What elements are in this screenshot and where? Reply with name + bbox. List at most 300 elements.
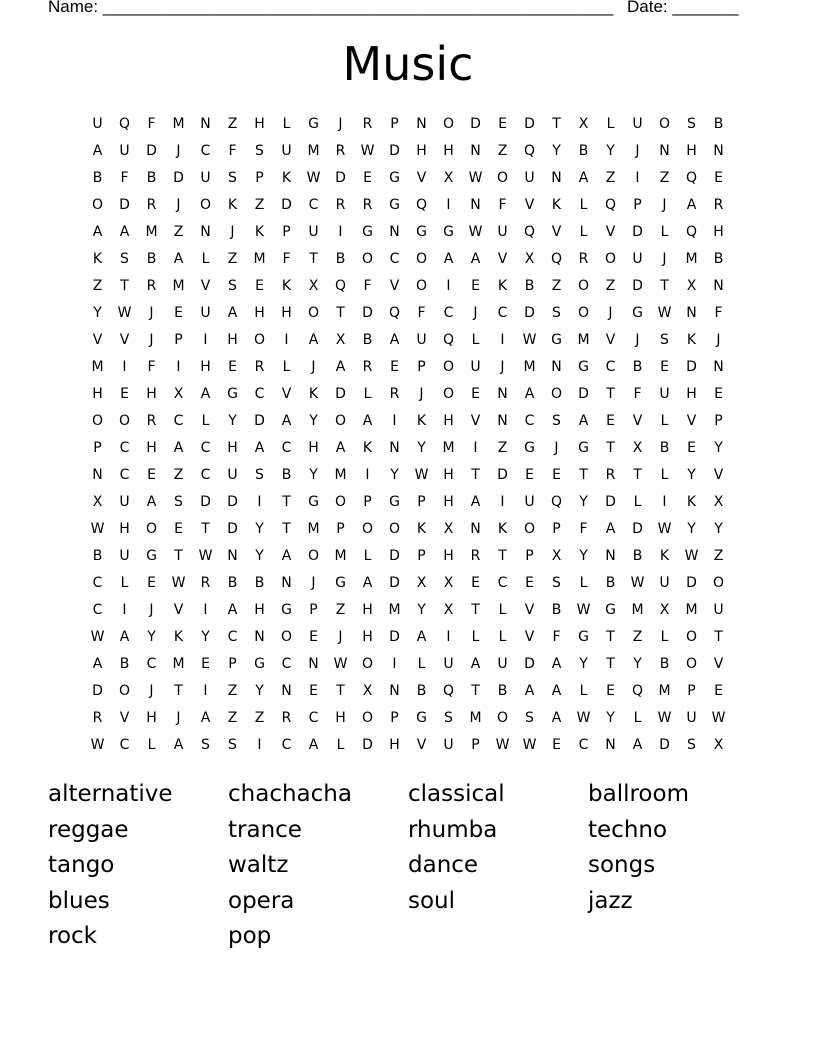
grid-letter: S bbox=[525, 710, 534, 726]
grid-letter: V bbox=[713, 467, 724, 483]
grid-letter: U bbox=[497, 656, 508, 672]
grid-letter: M bbox=[253, 251, 266, 267]
grid-letter: I bbox=[203, 332, 208, 348]
grid-letter: T bbox=[309, 251, 318, 267]
date-field-label: Date: _______ bbox=[627, 0, 739, 16]
grid-letter: H bbox=[443, 494, 454, 510]
grid-letter: B bbox=[524, 278, 535, 294]
grid-letter: C bbox=[146, 656, 157, 672]
grid-letter: K bbox=[497, 278, 508, 294]
grid-letter: L bbox=[471, 629, 480, 645]
grid-letter: Z bbox=[227, 251, 238, 267]
grid-letter: R bbox=[200, 575, 211, 591]
grid-letter: H bbox=[686, 386, 697, 402]
grid-letter: N bbox=[200, 224, 211, 240]
grid-letter: V bbox=[470, 413, 481, 429]
grid-letter: P bbox=[417, 494, 426, 510]
grid-letter: H bbox=[254, 602, 265, 618]
grid-row bbox=[84, 327, 732, 354]
grid-letter: B bbox=[605, 575, 616, 591]
grid-letter: X bbox=[443, 575, 454, 591]
grid-letter: Z bbox=[605, 278, 616, 294]
grid-letter: E bbox=[525, 575, 534, 591]
grid-letter: Z bbox=[254, 197, 265, 213]
grid-letter: I bbox=[122, 359, 127, 375]
grid-letter: A bbox=[551, 710, 562, 726]
grid-letter: Q bbox=[550, 251, 563, 267]
grid-letter: L bbox=[147, 737, 156, 753]
word-bank-item: pop bbox=[228, 923, 272, 950]
grid-letter: O bbox=[442, 116, 455, 132]
grid-letter: N bbox=[605, 548, 616, 564]
grid-letter: P bbox=[633, 197, 642, 213]
grid-letter: L bbox=[660, 224, 669, 240]
word-search-grid bbox=[84, 111, 732, 759]
grid-row bbox=[84, 435, 732, 462]
grid-letter: T bbox=[606, 656, 615, 672]
grid-letter: M bbox=[307, 143, 320, 159]
grid-letter: P bbox=[255, 170, 264, 186]
grid-letter: D bbox=[335, 170, 346, 186]
grid-row bbox=[84, 462, 732, 489]
grid-letter: L bbox=[282, 116, 291, 132]
word-bank-item: songs bbox=[588, 852, 656, 879]
grid-letter: O bbox=[685, 656, 698, 672]
grid-letter: H bbox=[146, 440, 157, 456]
grid-letter: K bbox=[551, 197, 562, 213]
grid-letter: A bbox=[362, 413, 373, 429]
grid-letter: I bbox=[203, 602, 208, 618]
grid-letter: G bbox=[389, 197, 400, 213]
grid-letter: V bbox=[605, 332, 616, 348]
grid-letter: S bbox=[228, 170, 237, 186]
grid-letter: B bbox=[146, 170, 157, 186]
grid-letter: X bbox=[524, 251, 535, 267]
grid-letter: Q bbox=[334, 278, 347, 294]
grid-letter: H bbox=[146, 386, 157, 402]
grid-letter: L bbox=[579, 197, 588, 213]
grid-row bbox=[84, 678, 732, 705]
grid-letter: A bbox=[200, 386, 211, 402]
grid-letter: U bbox=[686, 710, 697, 726]
grid-letter: P bbox=[309, 602, 318, 618]
grid-letter: H bbox=[416, 143, 427, 159]
grid-letter: D bbox=[227, 494, 238, 510]
grid-row bbox=[84, 408, 732, 435]
grid-letter: Y bbox=[606, 710, 615, 726]
grid-letter: Y bbox=[390, 467, 399, 483]
grid-letter: W bbox=[468, 170, 483, 186]
grid-letter: A bbox=[308, 737, 319, 753]
grid-letter: Q bbox=[685, 170, 698, 186]
grid-letter: H bbox=[92, 386, 103, 402]
grid-letter: N bbox=[551, 359, 562, 375]
grid-letter: Z bbox=[227, 710, 238, 726]
grid-letter: D bbox=[389, 575, 400, 591]
grid-letter: C bbox=[200, 440, 211, 456]
grid-letter: A bbox=[551, 683, 562, 699]
grid-letter: I bbox=[365, 467, 370, 483]
grid-letter: Y bbox=[417, 440, 426, 456]
grid-letter: N bbox=[200, 116, 211, 132]
grid-letter: L bbox=[498, 629, 507, 645]
grid-letter: A bbox=[227, 305, 238, 321]
grid-letter: G bbox=[308, 116, 319, 132]
grid-letter: P bbox=[417, 548, 426, 564]
grid-letter: X bbox=[551, 548, 562, 564]
grid-letter: H bbox=[281, 305, 292, 321]
grid-letter: N bbox=[281, 683, 292, 699]
grid-letter: B bbox=[254, 575, 265, 591]
grid-letter: Y bbox=[228, 413, 237, 429]
grid-letter: L bbox=[660, 629, 669, 645]
grid-row bbox=[84, 165, 732, 192]
grid-letter: G bbox=[362, 224, 373, 240]
grid-letter: D bbox=[524, 656, 535, 672]
grid-letter: U bbox=[632, 116, 643, 132]
grid-letter: B bbox=[362, 332, 373, 348]
grid-letter: H bbox=[200, 359, 211, 375]
grid-letter: L bbox=[579, 683, 588, 699]
grid-letter: S bbox=[687, 116, 696, 132]
grid-letter: Q bbox=[388, 305, 401, 321]
grid-letter: T bbox=[471, 467, 480, 483]
grid-letter: J bbox=[419, 386, 424, 402]
grid-letter: M bbox=[334, 467, 347, 483]
grid-letter: I bbox=[500, 332, 505, 348]
grid-letter: Z bbox=[497, 143, 508, 159]
grid-letter: U bbox=[119, 494, 130, 510]
grid-letter: P bbox=[714, 413, 723, 429]
grid-letter: J bbox=[338, 116, 343, 132]
grid-letter: U bbox=[227, 467, 238, 483]
grid-letter: Q bbox=[685, 224, 698, 240]
grid-letter: U bbox=[443, 737, 454, 753]
grid-letter: G bbox=[551, 332, 562, 348]
grid-letter: B bbox=[335, 251, 346, 267]
grid-letter: A bbox=[335, 440, 346, 456]
grid-letter: K bbox=[227, 197, 238, 213]
grid-letter: P bbox=[525, 548, 534, 564]
grid-letter: R bbox=[389, 386, 400, 402]
grid-letter: A bbox=[119, 224, 130, 240]
word-bank-item: rock bbox=[48, 923, 97, 950]
grid-letter: X bbox=[713, 737, 724, 753]
grid-letter: M bbox=[334, 548, 347, 564]
grid-letter: R bbox=[335, 143, 346, 159]
grid-letter: H bbox=[362, 602, 373, 618]
grid-letter: W bbox=[657, 521, 672, 537]
grid-letter: T bbox=[336, 305, 345, 321]
grid-letter: E bbox=[714, 683, 723, 699]
grid-letter: A bbox=[416, 629, 427, 645]
grid-letter: H bbox=[443, 143, 454, 159]
grid-letter: X bbox=[335, 332, 346, 348]
grid-letter: W bbox=[657, 710, 672, 726]
grid-letter: D bbox=[389, 143, 400, 159]
grid-letter: C bbox=[308, 710, 319, 726]
grid-letter: P bbox=[687, 683, 696, 699]
grid-letter: S bbox=[660, 332, 669, 348]
grid-letter: S bbox=[228, 278, 237, 294]
grid-letter: C bbox=[281, 440, 292, 456]
grid-letter: Y bbox=[579, 494, 588, 510]
grid-letter: K bbox=[92, 251, 103, 267]
grid-letter: I bbox=[446, 278, 451, 294]
grid-letter: M bbox=[685, 251, 698, 267]
grid-letter: E bbox=[390, 359, 399, 375]
grid-letter: U bbox=[497, 224, 508, 240]
grid-letter: U bbox=[659, 386, 670, 402]
grid-letter: C bbox=[389, 251, 400, 267]
grid-letter: Y bbox=[255, 683, 264, 699]
grid-letter: A bbox=[389, 332, 400, 348]
grid-letter: Y bbox=[714, 440, 723, 456]
grid-letter: M bbox=[172, 656, 185, 672]
grid-letter: K bbox=[173, 629, 184, 645]
grid-letter: T bbox=[174, 548, 183, 564]
grid-letter: H bbox=[254, 116, 265, 132]
grid-letter: J bbox=[338, 629, 343, 645]
grid-letter: A bbox=[308, 332, 319, 348]
grid-letter: A bbox=[92, 656, 103, 672]
grid-letter: X bbox=[578, 116, 589, 132]
grid-letter: X bbox=[443, 170, 454, 186]
grid-letter: N bbox=[713, 359, 724, 375]
grid-letter: B bbox=[713, 116, 724, 132]
grid-letter: V bbox=[686, 413, 697, 429]
grid-letter: B bbox=[659, 656, 670, 672]
grid-letter: U bbox=[524, 170, 535, 186]
grid-letter: Z bbox=[227, 683, 238, 699]
grid-letter: Q bbox=[118, 116, 131, 132]
grid-letter: A bbox=[281, 413, 292, 429]
grid-letter: Q bbox=[523, 143, 536, 159]
grid-letter: O bbox=[91, 197, 104, 213]
grid-letter: O bbox=[550, 386, 563, 402]
grid-letter: F bbox=[120, 170, 129, 186]
grid-letter: Z bbox=[173, 224, 184, 240]
grid-letter: Z bbox=[497, 440, 508, 456]
grid-letter: A bbox=[605, 521, 616, 537]
grid-letter: O bbox=[442, 359, 455, 375]
grid-letter: Y bbox=[606, 143, 615, 159]
grid-letter: E bbox=[498, 116, 507, 132]
grid-row bbox=[84, 597, 732, 624]
grid-letter: B bbox=[497, 683, 508, 699]
grid-letter: C bbox=[200, 467, 211, 483]
grid-letter: Y bbox=[579, 548, 588, 564]
grid-letter: D bbox=[686, 575, 697, 591]
grid-letter: M bbox=[631, 602, 644, 618]
grid-letter: E bbox=[606, 413, 615, 429]
grid-letter: I bbox=[392, 656, 397, 672]
grid-letter: Y bbox=[201, 629, 210, 645]
grid-letter: T bbox=[633, 467, 642, 483]
grid-letter: O bbox=[658, 116, 671, 132]
grid-letter: Y bbox=[93, 305, 102, 321]
grid-letter: K bbox=[254, 224, 265, 240]
grid-letter: T bbox=[606, 440, 615, 456]
grid-letter: V bbox=[605, 224, 616, 240]
grid-row bbox=[84, 300, 732, 327]
grid-letter: J bbox=[230, 224, 235, 240]
grid-letter: E bbox=[228, 359, 237, 375]
grid-letter: P bbox=[174, 332, 183, 348]
grid-letter: D bbox=[578, 386, 589, 402]
grid-letter: D bbox=[335, 386, 346, 402]
grid-letter: R bbox=[362, 116, 373, 132]
grid-letter: G bbox=[632, 305, 643, 321]
grid-letter: D bbox=[362, 305, 373, 321]
grid-letter: N bbox=[389, 683, 400, 699]
grid-letter: W bbox=[711, 710, 726, 726]
grid-letter: M bbox=[172, 278, 185, 294]
grid-letter: H bbox=[227, 332, 238, 348]
grid-letter: D bbox=[632, 521, 643, 537]
grid-letter: F bbox=[417, 305, 426, 321]
grid-letter: A bbox=[173, 440, 184, 456]
grid-letter: M bbox=[577, 332, 590, 348]
grid-letter: Y bbox=[309, 413, 318, 429]
grid-letter: B bbox=[146, 251, 157, 267]
grid-letter: A bbox=[200, 710, 211, 726]
grid-letter: R bbox=[146, 278, 157, 294]
grid-letter: O bbox=[361, 656, 374, 672]
grid-letter: E bbox=[201, 656, 210, 672]
grid-letter: O bbox=[118, 413, 131, 429]
grid-letter: W bbox=[468, 224, 483, 240]
grid-letter: M bbox=[172, 116, 185, 132]
grid-letter: U bbox=[416, 332, 427, 348]
grid-letter: Y bbox=[633, 656, 642, 672]
grid-letter: B bbox=[632, 359, 643, 375]
grid-letter: C bbox=[200, 143, 211, 159]
grid-letter: O bbox=[280, 629, 293, 645]
grid-letter: J bbox=[662, 251, 667, 267]
grid-letter: R bbox=[146, 197, 157, 213]
grid-letter: A bbox=[254, 440, 265, 456]
grid-letter: E bbox=[120, 386, 129, 402]
grid-letter: X bbox=[92, 494, 103, 510]
grid-letter: K bbox=[686, 332, 697, 348]
grid-letter: P bbox=[93, 440, 102, 456]
grid-letter: G bbox=[443, 224, 454, 240]
grid-letter: I bbox=[662, 494, 667, 510]
word-bank-item: rhumba bbox=[408, 816, 498, 843]
grid-letter: W bbox=[117, 305, 132, 321]
grid-letter: D bbox=[362, 737, 373, 753]
grid-letter: M bbox=[91, 359, 104, 375]
grid-letter: I bbox=[500, 494, 505, 510]
grid-letter: A bbox=[578, 170, 589, 186]
grid-letter: R bbox=[362, 359, 373, 375]
grid-letter: Q bbox=[631, 683, 644, 699]
grid-letter: B bbox=[551, 602, 562, 618]
grid-letter: P bbox=[390, 116, 399, 132]
grid-letter: K bbox=[281, 278, 292, 294]
grid-letter: S bbox=[255, 143, 264, 159]
grid-letter: V bbox=[389, 278, 400, 294]
grid-letter: D bbox=[227, 521, 238, 537]
grid-letter: L bbox=[120, 575, 129, 591]
grid-letter: W bbox=[630, 575, 645, 591]
grid-letter: E bbox=[147, 467, 156, 483]
grid-letter: N bbox=[416, 116, 427, 132]
grid-letter: X bbox=[632, 440, 643, 456]
grid-letter: A bbox=[470, 251, 481, 267]
grid-letter: D bbox=[524, 116, 535, 132]
grid-letter: Q bbox=[523, 224, 536, 240]
grid-letter: O bbox=[253, 332, 266, 348]
grid-letter: L bbox=[336, 737, 345, 753]
grid-letter: A bbox=[227, 602, 238, 618]
grid-letter: S bbox=[120, 251, 129, 267]
grid-letter: C bbox=[524, 413, 535, 429]
grid-letter: Y bbox=[552, 143, 561, 159]
grid-letter: L bbox=[579, 224, 588, 240]
grid-letter: F bbox=[714, 305, 723, 321]
grid-letter: N bbox=[497, 386, 508, 402]
grid-letter: K bbox=[362, 440, 373, 456]
grid-letter: Y bbox=[255, 548, 264, 564]
grid-letter: L bbox=[606, 116, 615, 132]
grid-letter: C bbox=[173, 413, 184, 429]
grid-letter: W bbox=[306, 170, 321, 186]
grid-letter: D bbox=[254, 413, 265, 429]
grid-letter: K bbox=[416, 413, 427, 429]
grid-letter: R bbox=[578, 251, 589, 267]
grid-letter: H bbox=[227, 440, 238, 456]
grid-letter: M bbox=[685, 602, 698, 618]
grid-letter: X bbox=[713, 494, 724, 510]
grid-letter: E bbox=[552, 467, 561, 483]
grid-letter: N bbox=[308, 656, 319, 672]
grid-letter: O bbox=[199, 197, 212, 213]
grid-row bbox=[84, 651, 732, 678]
grid-letter: N bbox=[686, 305, 697, 321]
grid-letter: T bbox=[714, 629, 723, 645]
grid-letter: Y bbox=[687, 467, 696, 483]
grid-letter: O bbox=[307, 305, 320, 321]
grid-letter: U bbox=[200, 170, 211, 186]
grid-letter: A bbox=[524, 683, 535, 699]
word-bank bbox=[48, 777, 768, 955]
grid-letter: I bbox=[176, 359, 181, 375]
grid-letter: E bbox=[471, 278, 480, 294]
grid-letter: Y bbox=[714, 521, 723, 537]
word-bank-item: opera bbox=[228, 887, 295, 914]
grid-letter: G bbox=[335, 575, 346, 591]
grid-letter: W bbox=[360, 143, 375, 159]
grid-letter: Y bbox=[687, 521, 696, 537]
grid-letter: E bbox=[552, 737, 561, 753]
grid-letter: N bbox=[389, 440, 400, 456]
grid-letter: W bbox=[522, 332, 537, 348]
grid-row bbox=[84, 246, 732, 273]
grid-letter: T bbox=[660, 278, 669, 294]
grid-letter: Z bbox=[227, 116, 238, 132]
grid-letter: I bbox=[284, 332, 289, 348]
grid-letter: A bbox=[92, 143, 103, 159]
grid-letter: A bbox=[632, 737, 643, 753]
grid-letter: Z bbox=[335, 602, 346, 618]
grid-letter: U bbox=[524, 494, 535, 510]
grid-letter: E bbox=[714, 170, 723, 186]
grid-letter: E bbox=[147, 575, 156, 591]
grid-letter: Z bbox=[92, 278, 103, 294]
grid-letter: C bbox=[227, 629, 238, 645]
